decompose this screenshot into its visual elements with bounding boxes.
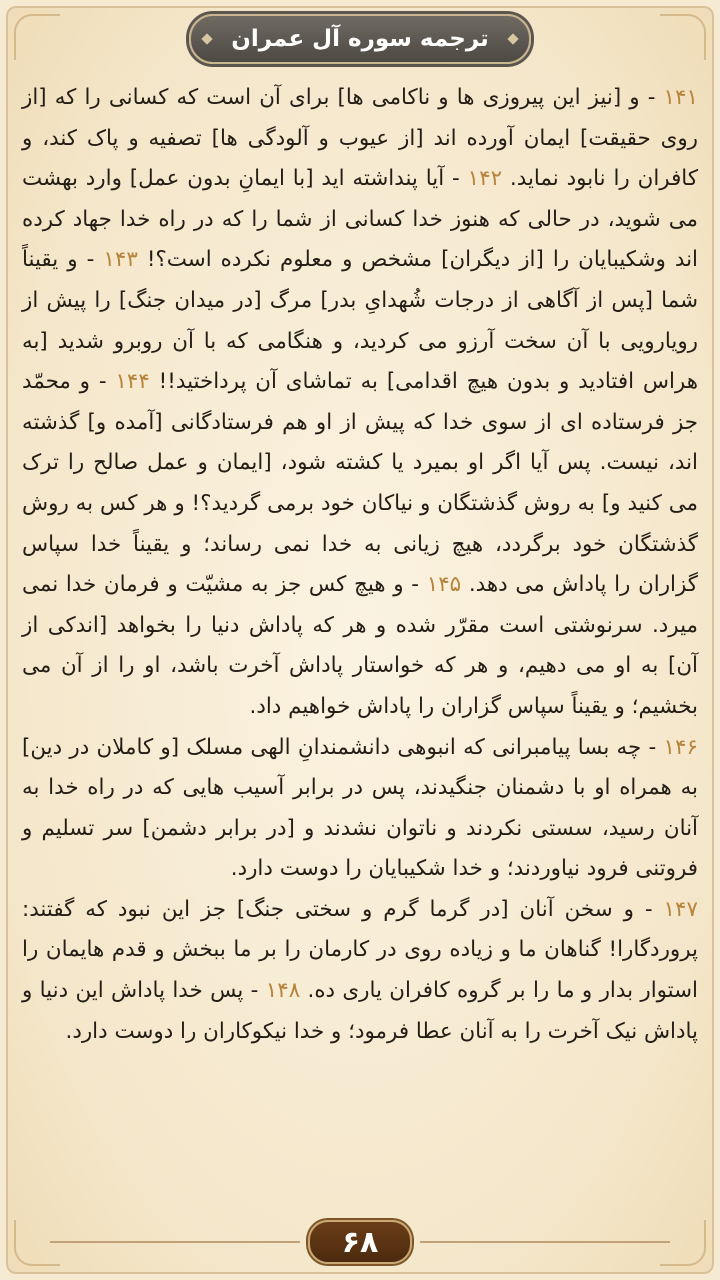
verse-number: ۱۴۱ xyxy=(663,85,698,110)
verse-number: ۱۴۷ xyxy=(663,896,698,922)
verse-text: - پس خدا پاداش این دنیا و پاداش نیک آخرت را به آنان عطا فرمود؛ و خدا نیکوکاران را دوست دارد. xyxy=(22,978,698,1044)
translation-text xyxy=(22,78,698,1052)
divider xyxy=(50,1241,300,1243)
footer xyxy=(0,1220,720,1264)
page-number: ۶۸ xyxy=(341,1224,379,1260)
diamond-ornament-icon xyxy=(507,33,518,44)
divider xyxy=(420,1241,670,1243)
verse-text: - و محمّد جز فرستاده ای از سوی خدا که پیش از او هم فرستادگانی [آمده و] گذشته اند، نیست. پس آیا اگر او بمیرد یا کشته شود، [ایمان و عمل صالح را ترک می کنید و] به روش گذشتگان و نیاکان خود برمی گردید؟! و هر کس به روش گذشتگان خود برگردد، هیچ زیانی به خدا نمی رساند؛ و یقیناً خدا سپاس گزاران را پاداش می دهد. xyxy=(22,369,698,598)
surah-title-badge xyxy=(189,14,531,64)
verse-text: - آیا پنداشته اید [با ایمانِ بدون عمل] وارد بهشت می شوید، در حالی که هنوز خدا کسانی از شما را که در راه خدا جهاد کرده اند وشکیبایان را [از دیگران] مشخص و معلوم نکرده است؟! xyxy=(22,166,698,273)
verse-paragraph xyxy=(22,890,698,1052)
verse-text: - و یقیناً شما [پس از آگاهی از درجات شُهدایِ بدر] مرگ [در میدان جنگ] را پیش از رویارویی با آن سخت آرزو می کردید، و هنگامی که با آن روبرو شدید [به هراس افتادید و بدون هیچ اقدامی] به تماشای آن پرداختید!! xyxy=(22,247,698,395)
verse-number: ۱۴۶ xyxy=(663,734,698,760)
verse-text: - و [نیز این پیروزی ها و ناکامی ها] برای آن است که کسانی را که [از روی حقیقت] ایمان آورده اند [از عیوب و آلودگی ها] تصفیه و پاک کند، و کافران را نابود نماید. xyxy=(22,85,699,192)
page-title: ترجمه سوره آل عمران xyxy=(231,26,489,52)
page-number-badge xyxy=(308,1220,412,1264)
verse-text: - و هیچ کس جز به مشیّت و فرمان خدا نمی میرد. سرنوشتی است مقرّر شده و هر که پاداش دنیا را بخواهد [اندکی از آن] به او می دهیم، و هر که خواستار پاداش آخرت باشد، او را از آن می بخشیم؛ و یقیناً سپاس گزاران را پاداش خواهیم داد. xyxy=(22,572,698,719)
diamond-ornament-icon xyxy=(201,33,212,44)
verse-number: ۱۴۴ xyxy=(115,369,150,395)
verse-number: ۱۴۳ xyxy=(103,247,138,273)
verse-text: - چه بسا پیامبرانی که انبوهی دانشمندانِ الهی مسلک [و کاملان در دین] به همراه او با دشمنان جنگیدند، پس در برابر آسیب هایی که در راه خدا به آنان رسید، سستی نکردند و ناتوان نشدند و [در برابر دشمن] سر تسلیم و فروتنی فرود نیاوردند؛ و خدا شکیبایان را دوست دارد. xyxy=(22,734,698,882)
verse-paragraph xyxy=(22,728,698,890)
verse-number: ۱۴۸ xyxy=(265,978,301,1004)
verse-text: - و سخن آنان [در گرما گرم و سختی جنگ] جز این نبود که گفتند: پروردگارا! گناهان ما و زیاده روی در کارمان را بر ما ببخش و قدم هایمان را استوار بدار و ما را بر گروه کافران یاری ده. xyxy=(22,896,699,1004)
header xyxy=(0,14,720,64)
verse-number: ۱۴۲ xyxy=(467,166,503,192)
verse-number: ۱۴۵ xyxy=(426,572,462,598)
verse-paragraph xyxy=(22,78,698,728)
